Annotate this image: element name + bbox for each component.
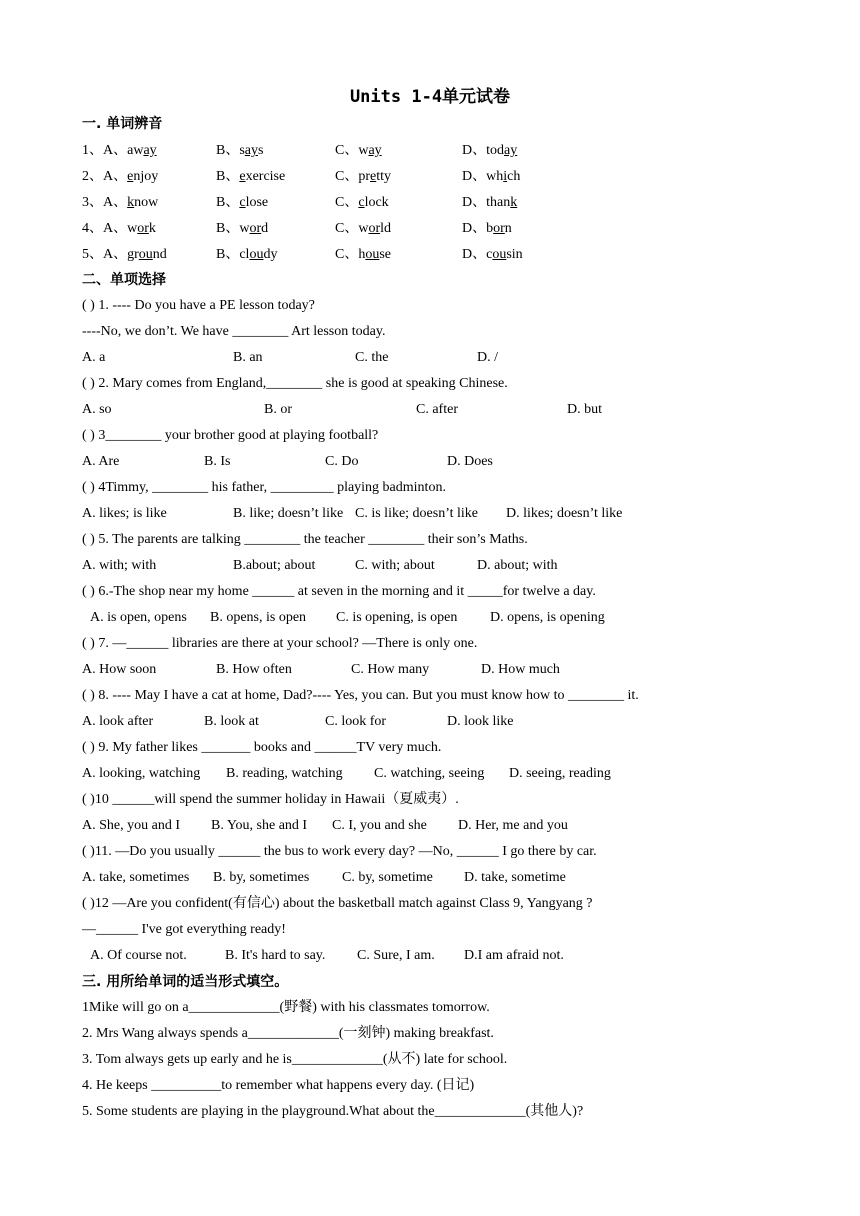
question-stem: ( ) 6.-The shop near my home ______ at seven in the morning and it _____for twelve a day. bbox=[82, 584, 596, 599]
answer-option: A. looking, watching bbox=[82, 766, 201, 781]
option-text: s bbox=[258, 143, 264, 158]
option-text: se bbox=[379, 247, 392, 262]
answer-option: B. opens, is open bbox=[210, 610, 307, 625]
underlined-letters: e bbox=[127, 169, 134, 184]
answer-option: D. likes; doesn’t like bbox=[506, 506, 623, 521]
option-text: lock bbox=[364, 195, 389, 210]
option-text: C、 bbox=[335, 195, 359, 210]
answer-option: D. / bbox=[477, 350, 498, 365]
phonetic-option bbox=[335, 246, 391, 264]
answer-option: C. the bbox=[355, 350, 389, 365]
underlined-letters: ou bbox=[365, 247, 380, 262]
phonetic-option bbox=[82, 168, 158, 186]
option-text: ch bbox=[507, 169, 521, 184]
answer-option: A. She, you and I bbox=[82, 818, 180, 833]
option-text: dy bbox=[263, 247, 278, 262]
question-stem: —______ I've got everything ready! bbox=[82, 922, 286, 937]
underlined-letters: c bbox=[358, 195, 365, 210]
question-stem: ( ) 8. ---- May I have a cat at home, Dad?---- Yes, you can. But you must know how to ________ it. bbox=[82, 688, 639, 703]
answer-option: A. look after bbox=[82, 714, 154, 729]
answer-option: B. like; doesn’t like bbox=[233, 506, 344, 521]
underlined-letters: ou bbox=[492, 247, 507, 262]
underlined-letters: ay bbox=[143, 143, 157, 158]
question-stem: ( )10 ______will spend the summer holiday in Hawaii（夏威夷）. bbox=[82, 792, 459, 807]
option-text: now bbox=[134, 195, 159, 210]
underlined-letters: e bbox=[370, 169, 377, 184]
answer-option: C. with; about bbox=[355, 558, 435, 573]
option-text: d bbox=[261, 221, 269, 236]
answer-option: A. likes; is like bbox=[82, 506, 167, 521]
answer-option: B. by, sometimes bbox=[213, 870, 310, 885]
option-text: C、w bbox=[335, 221, 369, 236]
option-text: 1、A、aw bbox=[82, 143, 144, 158]
answer-option: D. seeing, reading bbox=[509, 766, 611, 781]
answer-option: A. How soon bbox=[82, 662, 157, 677]
answer-option: A. is open, opens bbox=[90, 610, 187, 625]
option-text: C、w bbox=[335, 143, 369, 158]
question-stem: ( ) 9. My father likes _______ books and ______TV very much. bbox=[82, 740, 442, 755]
answer-option: C. by, sometime bbox=[342, 870, 433, 885]
question-stem: ( )12 —Are you confident(有信心) about the basketball match against Class 9, Yangyang ? bbox=[82, 896, 593, 911]
answer-option: D. opens, is opening bbox=[490, 610, 605, 625]
answer-option: D. take, sometime bbox=[464, 870, 566, 885]
answer-option: A. Are bbox=[82, 454, 120, 469]
underlined-letters: ay bbox=[244, 143, 259, 158]
phonetic-option bbox=[335, 142, 382, 160]
option-text: 5、A、gr bbox=[82, 247, 139, 262]
question-stem: ( ) 2. Mary comes from England,________ she is good at speaking Chinese. bbox=[82, 376, 508, 391]
answer-option: D. look like bbox=[447, 714, 514, 729]
answer-option: D. How much bbox=[481, 662, 560, 677]
question-stem: ( ) 7. —______ libraries are there at your school? —There is only one. bbox=[82, 636, 478, 651]
answer-option: A. Of course not. bbox=[90, 948, 187, 963]
answer-option: B. How often bbox=[216, 662, 292, 677]
underlined-letters: or bbox=[249, 221, 262, 236]
answer-option: D. but bbox=[567, 402, 602, 417]
underlined-letters: k bbox=[127, 195, 135, 210]
phonetic-option bbox=[335, 168, 391, 186]
question-stem: ( )11. —Do you usually ______ the bus to work every day? —No, ______ I go there by car. bbox=[82, 844, 597, 859]
section-heading-fill-in: 三. 用所给单词的适当形式填空。 bbox=[82, 974, 289, 990]
underlined-letters: or bbox=[137, 221, 149, 236]
section-heading-multiple-choice: 二、单项选择 bbox=[82, 272, 166, 288]
underlined-letters: ay bbox=[368, 143, 382, 158]
answer-option: C. is like; doesn’t like bbox=[355, 506, 479, 521]
option-text: 3、A、 bbox=[82, 195, 128, 210]
answer-option: B. an bbox=[233, 350, 263, 365]
answer-option: A. so bbox=[82, 402, 112, 417]
option-text: B、w bbox=[216, 221, 250, 236]
option-text: D、b bbox=[462, 221, 494, 236]
answer-option: B. reading, watching bbox=[226, 766, 343, 781]
fill-in-item: 1Mike will go on a_____________(野餐) with his classmates tomorrow. bbox=[82, 1000, 490, 1015]
option-text: B、 bbox=[216, 195, 240, 210]
phonetic-option bbox=[462, 194, 517, 212]
underlined-letters: ou bbox=[138, 247, 153, 262]
underlined-letters: ay bbox=[504, 143, 518, 158]
answer-option: B. You, she and I bbox=[211, 818, 308, 833]
option-text: tty bbox=[376, 169, 391, 184]
answer-option: C. I, you and she bbox=[332, 818, 427, 833]
option-text: k bbox=[148, 221, 156, 236]
underlined-letters: k bbox=[510, 195, 518, 210]
underlined-letters: or bbox=[493, 221, 505, 236]
option-text: 2、A、 bbox=[82, 169, 128, 184]
answer-option: B.about; about bbox=[233, 558, 316, 573]
fill-in-item: 5. Some students are playing in the playground.What about the_____________(其他人)? bbox=[82, 1104, 584, 1119]
phonetic-option bbox=[216, 220, 268, 238]
option-text: C、h bbox=[335, 247, 366, 262]
question-stem: ( ) 5. The parents are talking ________ the teacher ________ their son’s Maths. bbox=[82, 532, 528, 547]
option-text: xercise bbox=[245, 169, 286, 184]
answer-option: D. Her, me and you bbox=[458, 818, 568, 833]
option-text: ld bbox=[380, 221, 392, 236]
option-text: sin bbox=[506, 247, 523, 262]
phonetic-option bbox=[462, 142, 517, 160]
fill-in-item: 4. He keeps __________to remember what happens every day. (日记) bbox=[82, 1078, 475, 1093]
answer-option: D.I am afraid not. bbox=[464, 948, 564, 963]
answer-option: C. is opening, is open bbox=[336, 610, 458, 625]
answer-option: B. It's hard to say. bbox=[225, 948, 326, 963]
phonetic-option bbox=[216, 142, 263, 160]
answer-option: A. with; with bbox=[82, 558, 157, 573]
question-stem: ( ) 1. ---- Do you have a PE lesson today? bbox=[82, 298, 315, 313]
fill-in-item: 2. Mrs Wang always spends a_____________(一刻钟) making breakfast. bbox=[82, 1026, 494, 1041]
phonetic-option bbox=[82, 220, 156, 238]
question-stem: ( ) 4Timmy, ________ his father, _________ playing badminton. bbox=[82, 480, 446, 495]
option-text: D、c bbox=[462, 247, 493, 262]
phonetic-option bbox=[462, 246, 523, 264]
answer-option: A. a bbox=[82, 350, 106, 365]
option-text: C、pr bbox=[335, 169, 370, 184]
underlined-letters: ou bbox=[249, 247, 264, 262]
underlined-letters: i bbox=[503, 169, 508, 184]
answer-option: B. or bbox=[264, 402, 292, 417]
phonetic-option bbox=[216, 246, 277, 264]
option-text: n bbox=[504, 221, 512, 236]
option-text: B、 bbox=[216, 169, 240, 184]
answer-option: B. Is bbox=[204, 454, 231, 469]
phonetic-option bbox=[335, 220, 391, 238]
option-text: D、tod bbox=[462, 143, 504, 158]
option-text: lose bbox=[245, 195, 269, 210]
phonetic-option bbox=[462, 168, 520, 186]
option-text: D、than bbox=[462, 195, 511, 210]
underlined-letters: e bbox=[239, 169, 246, 184]
answer-option: A. take, sometimes bbox=[82, 870, 190, 885]
underlined-letters: c bbox=[239, 195, 246, 210]
phonetic-option bbox=[462, 220, 512, 238]
answer-option: C. look for bbox=[325, 714, 387, 729]
answer-option: C. How many bbox=[351, 662, 430, 677]
answer-option: B. look at bbox=[204, 714, 259, 729]
option-text: B、s bbox=[216, 143, 245, 158]
option-text: B、cl bbox=[216, 247, 250, 262]
fill-in-item: 3. Tom always gets up early and he is_____________(从不) late for school. bbox=[82, 1052, 508, 1067]
phonetic-option bbox=[216, 168, 285, 186]
answer-option: D. about; with bbox=[477, 558, 558, 573]
answer-option: C. watching, seeing bbox=[374, 766, 485, 781]
question-stem: ( ) 3________ your brother good at playing football? bbox=[82, 428, 379, 443]
phonetic-option bbox=[82, 246, 167, 264]
underlined-letters: or bbox=[368, 221, 381, 236]
answer-option: C. Sure, I am. bbox=[357, 948, 435, 963]
page-title: Units 1-4单元试卷 bbox=[349, 87, 511, 107]
question-stem: ----No, we don’t. We have ________ Art lesson today. bbox=[82, 324, 386, 339]
phonetic-option bbox=[216, 194, 268, 212]
option-text: nd bbox=[152, 247, 167, 262]
phonetic-option bbox=[82, 194, 158, 212]
section-heading-phonetics: 一. 单词辨音 bbox=[82, 116, 163, 132]
phonetic-option bbox=[335, 194, 389, 212]
option-text: 4、A、w bbox=[82, 221, 138, 236]
answer-option: D. Does bbox=[447, 454, 493, 469]
answer-option: C. after bbox=[416, 402, 458, 417]
phonetic-option bbox=[82, 142, 157, 160]
option-text: D、wh bbox=[462, 169, 504, 184]
option-text: njoy bbox=[133, 169, 159, 184]
answer-option: C. Do bbox=[325, 454, 359, 469]
